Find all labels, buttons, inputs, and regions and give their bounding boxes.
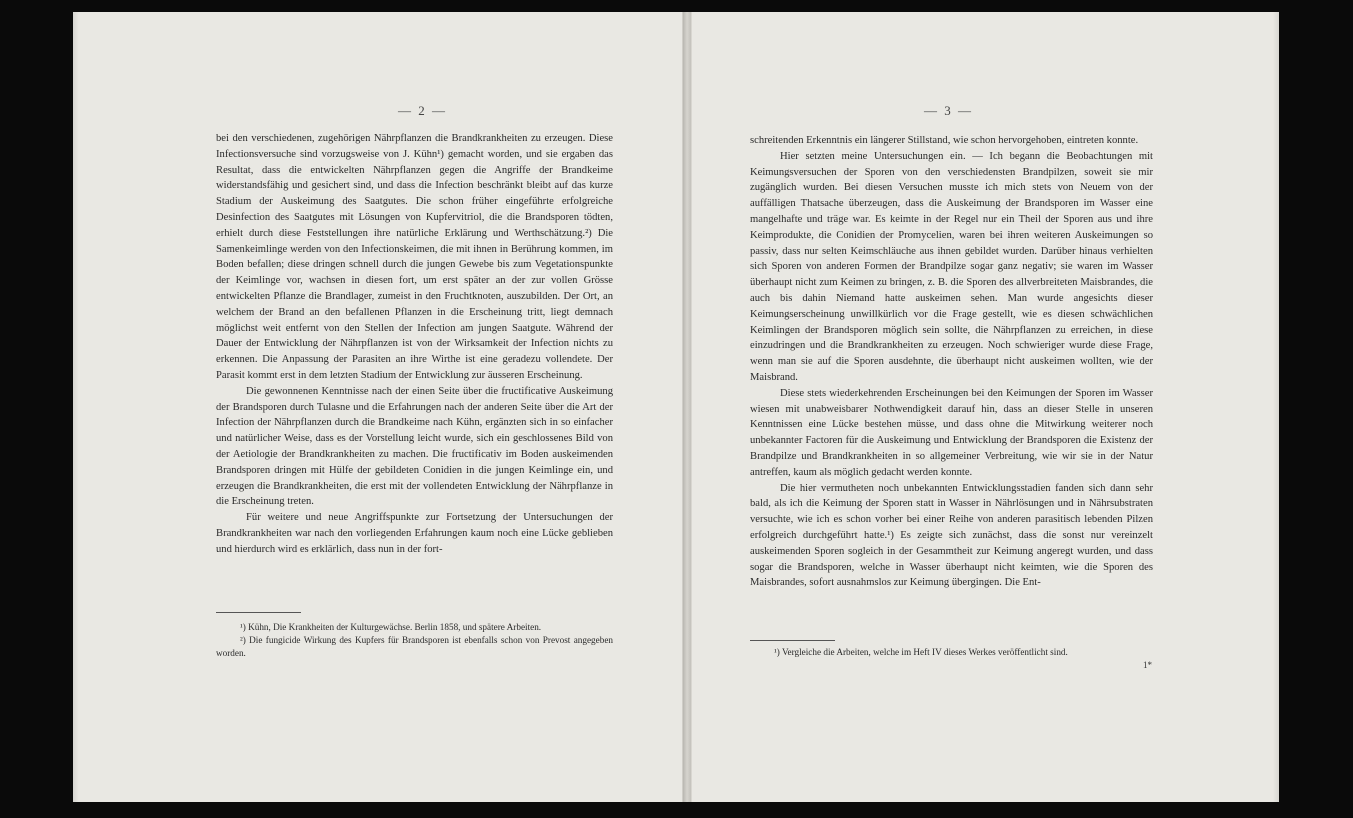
paragraph: bei den verschiedenen, zugehörigen Nährpflanzen die Brandkrankheiten zu erzeugen. Diese Infectionsversuche sind vorzugsweise von J. Kühn¹) gemacht worden, und sie ergaben das Resultat, dass die entwickelten Nährpflanzen gegen die Angriffe der Brandkeime widerstandsfähig und gesichert sind, und dass die Infection beschränkt bleibt auf das kurze Stadium der Auskeimung des Saatgutes. Die schon früher eingeführte erfolgreiche Desinfection des Saatgutes mit Lösungen von Kupfervitriol, die die Brandsporen tödten, erhielt durch diese Feststellungen ihre natürliche Erklärung und Werthschätzung.²) Die Samenkeimlinge werden von den Infectionskeimen, die mit ihnen in Berührung kommen, im Boden befallen; diese dringen schnell durch die jungen Gewebe bis zum Vegetationspunkte der Keimlinge vor, wachsen in diesen fort, um erst später an der zur vollen Grösse entwickelten Pflanze die Brandlager, zumeist in den Fruchtknoten, auszubilden. Der Ort, an welchem der Brand an den befallenen Pflanzen in die Erscheinung tritt, liegt demnach möglichst weit entfernt von den Stellen der Infection am jungen Saatgute. Während der Dauer der Entwicklung der Nährpflanzen ist von der Wirksamkeit der Infection nichts zu erkennen. Die Anpassung der Parasiten an ihre Wirthe ist eine geradezu vollendete. Der Parasit kommt erst in dem letzten Stadium der Entwicklung zur äusseren Erscheinung. — [216, 133, 613, 381]
paragraph: schreitenden Erkenntnis ein längerer Stillstand, wie schon hervorgehoben, eintreten konnte. — [750, 135, 1139, 146]
page-edge-shadow — [1273, 12, 1279, 802]
page-edge-shadow — [73, 12, 79, 802]
paragraph: Diese stets wiederkehrenden Erscheinungen bei den Keimungen der Sporen im Wasser wiesen mit unabweisbarer Nothwendigkeit darauf hin, dass an dieser Stelle in unseren Kenntnissen eine Lücke bestehen müsse, und dass ohne die Mitwirkung weiterer noch unbekannter Factoren für die Auskeimung und Entwicklung der Brandsporen die Existenz der Brandpilze und Brandkrankheiten in so allgemeiner Verbreitung, wie wir sie in der Natur antreffen, kaum als möglich gedacht werden konnte. — [750, 387, 1153, 478]
right-page — [691, 12, 1279, 802]
paragraph: Hier setzten meine Untersuchungen ein. — Ich begann die Beobachtungen mit Keimungsversuchen der Sporen von den verschiedensten Brandpilzen, soweit sie mir zugänglich wurden. Bei diesen Versuchen musste ich mich stets von Neuem von der auffälligen Thatsache überzeugen, dass die Auskeimung der Brandsporen im Wasser eine mangelhafte und träge war. Es keimte in der Regel nur ein Theil der Sporen aus und ihre Keimprodukte, die Conidien der Promycelien, waren bei ihren weiteren Auskeimungen so passiv, dass nur selten Keimschläuche aus ihnen gebildet wurden. Darüber hinaus verhielten sich Sporen von anderen Formen der Brandpilze sogar ganz negativ; sie waren im Wasser überhaupt nicht zum Keimen zu bringen, z. B. die Sporen des allverbreiteten Maisbrandes, die auch bis dahin Niemand hatte auskeimen sehen. Man wurde angesichts dieser Keimungserscheinung unwillkürlich vor die Frage gestellt, wie es diesen schwächlichen Keimlingen der Brandsporen möglich sein sollte, die Nährpflanzen zu erreichen, in diese einzudringen und die Brandkrankheiten zu erzeugen. Noch schwieriger wurde diese Frage, wenn man sie auf die Sporen ausdehnte, die überhaupt nicht auskeimen wollten, wie der Maisbrand. — [750, 150, 1153, 383]
footnote-divider — [216, 612, 301, 613]
left-body-text — [216, 131, 613, 558]
page-number-left: — 2 — — [398, 103, 447, 118]
left-page — [73, 12, 683, 802]
sheet-signature: 1* — [1143, 660, 1152, 670]
paragraph: Für weitere und neue Angriffspunkte zur Fortsetzung der Untersuchungen der Brandkrankheiten war nach den vorliegenden Erfahrungen kaum noch eine Lücke geblieben und hierdurch wird es erklärlich, dass nun in der fort- — [216, 512, 613, 555]
book-gutter — [683, 12, 691, 802]
footnote: ¹) Vergleiche die Arbeiten, welche im Heft IV dieses Werkes veröffentlicht sind. — [774, 647, 1068, 657]
right-body-text — [750, 133, 1153, 591]
footnote: ¹) Kühn, Die Krankheiten der Kulturgewächse. Berlin 1858, und spätere Arbeiten. — [240, 622, 542, 632]
footnote-divider — [750, 640, 835, 641]
left-footnotes — [216, 621, 613, 660]
right-footnotes — [750, 646, 1153, 659]
paragraph: Die gewonnenen Kenntnisse nach der einen Seite über die fructificative Auskeimung der Brandsporen durch Tulasne und die Erfahrungen nach der anderen Seite über die Art der Infection der Nährpflanzen durch die Brandkeime nach Kühn, ergänzten sich in so einfacher und natürlicher Weise, dass es der Vorstellung leicht wurde, sich ein geschlossenes Bild von der Aetiologie der Brandkrankheiten zu machen. Die fructificativ im Boden auskeimenden Brandsporen dringen mit Hülfe der gebildeten Conidien in die jungen Keimlinge ein, und erzeugen die Brandkrankheiten, die erst mit der vollendeten Entwicklung der Nährpflanze in die Erscheinung treten. — [216, 385, 613, 508]
footnote: ²) Die fungicide Wirkung des Kupfers für Brandsporen ist ebenfalls schon von Prevost angegeben worden. — [216, 635, 613, 658]
page-number-right: — 3 — — [924, 103, 973, 118]
paragraph: Die hier vermutheten noch unbekannten Entwicklungsstadien fanden sich dann sehr bald, als ich die Keimung der Sporen statt in Wasser in Nährlösungen und in Nährsubstraten versuchte, wie ich es schon vorher bei einer Reihe von anderen parasitisch lebenden Pilzen erfolgreich durchgeführt hatte.¹) Es zeigte sich zunächst, dass die sonst nur vereinzelt auskeimenden Sporen sogleich in der Gesammtheit zur Keimung angeregt wurden, und dass sogar die Brandsporen, welche in Wasser überhaupt nicht keimten, wie die Sporen des Maisbrandes, sofort ausnahmslos zur Keimung übergingen. Die Ent- — [750, 482, 1153, 589]
